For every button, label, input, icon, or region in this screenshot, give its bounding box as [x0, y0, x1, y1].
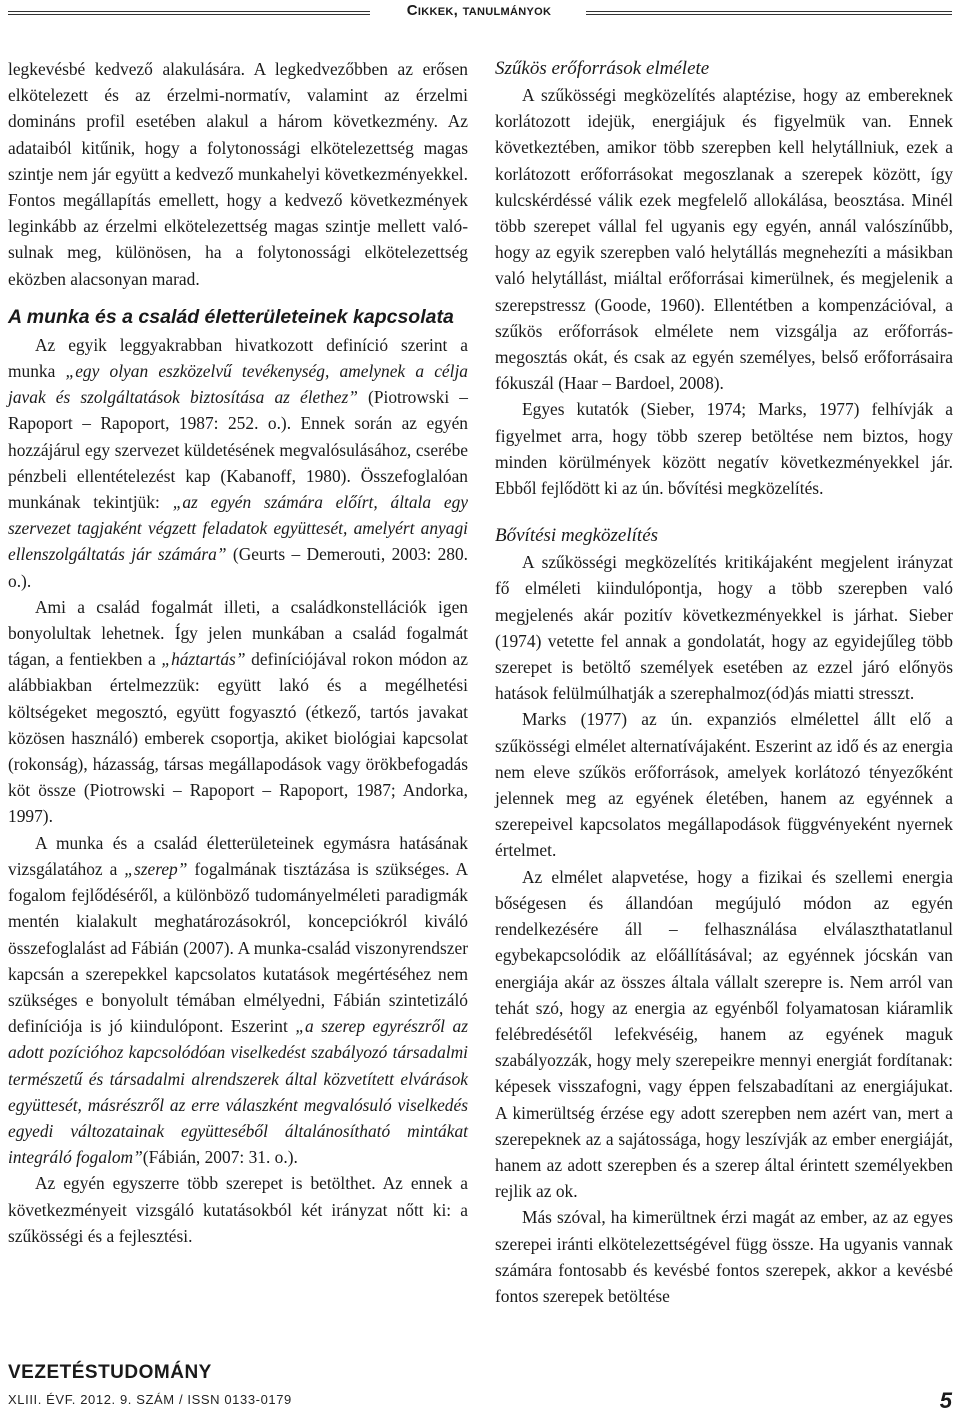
paragraph: Az egyik leggyakrabban hivatkozott definíció szerint a munka „egy olyan eszközelvű tevékenység, amelynek a célja javak és szolgáltatások biztosítása az élethez” (Piotrowski – Rapoport – Rapoport, 1987: 252. o.). Ennek során az egyén hozzájárul egy szervezet küldetésének megvalósulásához, cserébe pénzbeli ellentételezést kap (Kabanoff, 1980). Összefoglalóan munkának tekintjük: „az egyén számára előírt, általa egy szervezet tagjaként végzett feladatok együttesét, amelyért anyagi ellenszolgáltatás jár számára” (Geurts – Demerouti, 2003: 280. o.). — [8, 334, 469, 591]
paragraph: A munka és a család életterületeinek egymásra hatásának vizsgálatához a „szerep” fogalmának tisztázása is szükséges. A fogalom fejlődéséről, a különböző tudományelméleti paradigmák mentén kialakult meghatározásokról, koncepciókról kiváló összefoglalást ad Fábián (2007). A munka-család viszonyrendszer kapcsán a szerepekkel kapcsolatos kutatások megértéséhez nem szükséges e bonyolult témában elmélyedni, Fábián szintetizáló definíciója is jó kiindulópont. Eszerint „a szerep egyrészről az adott pozícióhoz kapcsolódóan viselkedést szabályozó társadalmi természetű és társadalmi alrendszerek által közvetített elvárások együttesét, másrészről az erre válaszként megvalósuló viselkedés egyedi változatainak együtteséből általánosítható mintákat integráló fogalom”(Fábián, 2007: 31. o.). — [8, 832, 468, 1168]
section-heading: A munka és a család életterületeinek kapcsolata — [8, 305, 454, 328]
paragraph: Egyes kutatók (Sieber, 1974; Marks, 1977) felhívják a figyelmet arra, hogy több szerep betöltése nem biztos, hogy minden körülmények között negatív következményekkel jár. Ebből fejlődött ki az ún. bővítési megközelítés. — [495, 399, 953, 499]
page-number: 5 — [939, 1388, 952, 1413]
paragraph: legkevésbé kedvező alakulására. A legkedvezőbben az erősen elkötelezett és az érzelmi-normatív, valamint az érzelmi domináns profil esetében alakul a három következmény. Az adataiból kitűnik, hogy a folytonossági elkötelezettség magas szintje nem jár együtt a kedvező munkahelyi következményekkel. Fontos megállapítás emellett, hogy a kedvező következmények leginkább az érzelmi elkötelezettség magas szintje mellett valósulnak meg, különösen, ha a folytonossági elkötelezettség eközben alacsonyan marad. — [8, 59, 468, 289]
issue-info: XLIII. ÉVF. 2012. 9. SZÁM / ISSN 0133-0179 — [8, 1392, 292, 1407]
paragraph: Ami a család fogalmát illeti, a családkonstellációk igen bonyolultak lehetnek. Így jelen munkában a család fogalmát tágan, a fentiekben a „háztartás” definíciójával rokon módon az alábbiakban értelmezzük: együtt lakó és a megélhetési költségeket megosztó, együtt fogyasztó (étkező, tartós javakat közösen használó) emberek csoportja, akiket biológiai kapcsolat (rokonság), házasság, társas megállapodások vagy örökbefogadás köt össze (Piotrowski – Rapoport – Rapoport, 1987; Andorka, 1997). — [8, 596, 468, 827]
paragraph: A szűkösségi megközelítés alaptézise, hogy az embereknek korlátozott idejük, energiájuk és figyelmük van. Ennek következtében, amikor több szerepben kell helytállniuk, ezek a korlátozott erőforrásokat megoszlanak a szerepek között, így kulcskérdéssé válik ezek megfelelő allokálása, beosztása. Minél több szerepet vállal fel ugyanis egy egyén, annál valószínűbb, hogy az egyik szerepben való helytállás megnehezíti a másikban való helytállást, miáltal erőforrásai kimerülnek, és megjelenik a szerepstressz (Goode, 1960). Ellentétben a kompenzációval, a szűkös erőforrások elmélete nem vizsgálja az erőforrás-megosztás okát, és csak az egyén személyes, belső erőforrásaira fókuszál (Haar – Bardoel, 2008). — [495, 85, 953, 394]
section-title: Cikkek, tanulmányok — [406, 2, 552, 19]
subsection-heading: Bővítési megközelítés — [495, 525, 659, 547]
left-column — [8, 56, 468, 1249]
right-column — [495, 56, 953, 1309]
paragraph: Az egyén egyszerre több szerepet is betölthet. Az ennek a következményeit vizsgáló kutatásokból két irányzat nőtt ki: a szűkösségi és a fejlesztési. — [8, 1173, 468, 1246]
header-rule-right — [586, 11, 952, 15]
paragraph: Marks (1977) az ún. expanziós elmélettel állt elő a szűkösségi elmélet alternatívájaként. Eszerint az idő és az energia nem eleve szűkös erőforrások, amelyek korlátozó tényezőként jelennek meg az egyének életében, hanem az egyénnek a szerepeivel kapcsolatos megállapodások függvényeként nyernek értelmet. — [495, 709, 953, 861]
header-rule-left — [8, 11, 370, 15]
paragraph: A szűkösségi megközelítés kritikájaként megjelent irányzat fő elméleti kiindulópontja, hogy a több szerepben való megjelenés akár pozitív következményekkel is járhat. Sieber (1974) vetette fel annak a gondolatát, hogy az egyidejűleg több szerepet is betöltő személyek esetében az ezzel járó előnyös hatások felülmúlhatják a szerephalmoz(ód)ás miatti stresszt. — [495, 552, 953, 704]
running-header — [0, 0, 960, 26]
paragraph: Más szóval, ha kimerültnek érzi magát az ember, az az egyes szerepei iránti elkötelezettségével függ össze. Ha ugyanis vannak számára fontosabb és kevésbé fontos szerepek, akkor a kevésbé fontos szerepek betöltése — [495, 1207, 953, 1306]
paragraph: Az elmélet alapvetése, hogy a fizikai és szellemi energia bőségesen és állandóan megújuló módon az egyén rendelkezésére áll – felhasználása elválaszthatatlanul egybekapcsolódik az előállításával; az egyénnek jócskán van energiája akár az összes általa vállalt szerepre is. Nem arról van tehát szó, hogy az energia az egyénből folyamatosan kiáramlik felébredésétől lefekvéséig, hanem az egyének maguk szabályozzák, hogy mely szerepeikre mennyi energiát fordítanak: képesek visszafogni, vagy éppen felszabadítani az energiájukat. A kimerültség érzése egy adott szerepben nem azért van, mert a szerepeknek az a sajátossága, hogy leszívják az ember energiáját, hanem az adott szerepben és a szerep által érintett személyekben rejlik az ok. — [495, 866, 953, 1202]
journal-name: VEZETÉSTUDOMÁNY — [8, 1362, 212, 1383]
subsection-heading: Szűkös erőforrások elmélete — [495, 58, 710, 79]
